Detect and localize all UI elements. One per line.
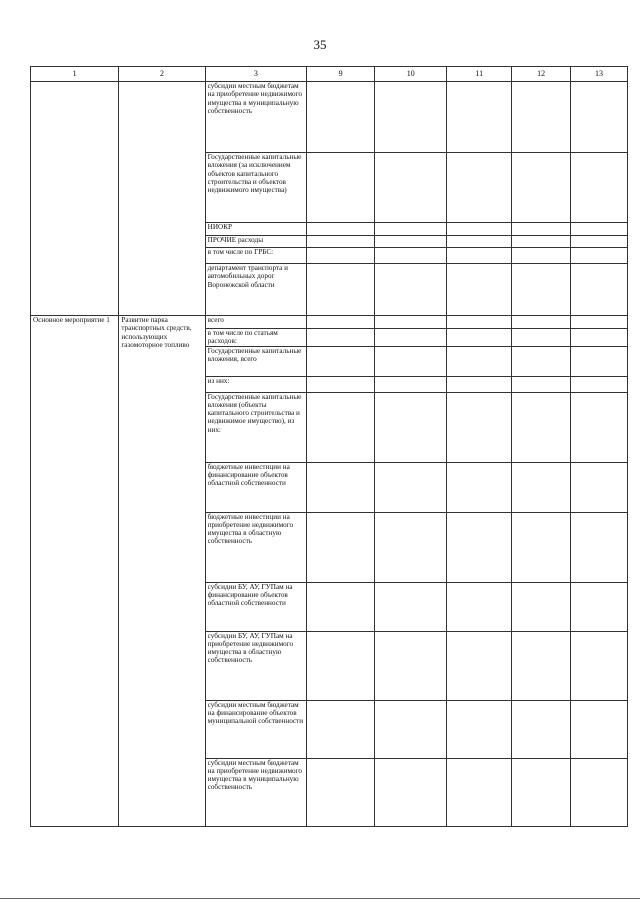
value-cell — [512, 631, 571, 700]
value-cell — [307, 700, 375, 758]
value-cell — [307, 376, 375, 392]
expense-label: всего — [205, 316, 307, 329]
value-cell — [512, 462, 571, 512]
expense-label: бюджетные инвестиции на приобретение недвижимого имущества в областную собственность — [205, 512, 307, 582]
value-cell — [571, 223, 628, 236]
value-cell — [307, 462, 375, 512]
value-cell — [375, 462, 447, 512]
value-cell — [571, 392, 628, 462]
value-cell — [512, 346, 571, 376]
value-cell — [375, 153, 447, 223]
value-cell — [512, 512, 571, 582]
value-cell — [447, 82, 512, 153]
column-header: 9 — [307, 67, 375, 82]
expense-label: Государственные капитальные вложения (объекты капитального строительства и недвижимое имущество), из них: — [205, 392, 307, 462]
table-row — [31, 82, 628, 153]
expense-label: Государственные капитальные вложения, всего — [205, 346, 307, 376]
value-cell — [571, 462, 628, 512]
column-header: 13 — [571, 67, 628, 82]
value-cell — [447, 346, 512, 376]
value-cell — [307, 248, 375, 264]
value-cell — [307, 223, 375, 236]
value-cell — [375, 700, 447, 758]
value-cell — [307, 631, 375, 700]
value-cell — [375, 392, 447, 462]
table-row — [31, 316, 628, 329]
expense-label: субсидии БУ, АУ, ГУПам на финансирование объектов областной собственности — [205, 582, 307, 631]
value-cell — [571, 153, 628, 223]
program-title-cell — [119, 82, 205, 316]
page-bottom-border — [0, 898, 640, 899]
value-cell — [447, 329, 512, 347]
value-cell — [571, 316, 628, 329]
value-cell — [447, 631, 512, 700]
value-cell — [375, 346, 447, 376]
value-cell — [447, 376, 512, 392]
value-cell — [512, 223, 571, 236]
value-cell — [375, 376, 447, 392]
value-cell — [307, 346, 375, 376]
value-cell — [307, 316, 375, 329]
expense-label: субсидии местным бюджетам на приобретение недвижимого имущества в муниципальную собственность — [205, 758, 307, 826]
value-cell — [512, 153, 571, 223]
expense-label: субсидии БУ, АУ, ГУПам на приобретение недвижимого имущества в областную собственность — [205, 631, 307, 700]
page-number: 35 — [313, 37, 327, 52]
value-cell — [375, 316, 447, 329]
value-cell — [571, 248, 628, 264]
value-cell — [512, 700, 571, 758]
value-cell — [375, 758, 447, 826]
value-cell — [307, 236, 375, 248]
value-cell — [571, 82, 628, 153]
value-cell — [512, 392, 571, 462]
value-cell — [512, 82, 571, 153]
value-cell — [571, 264, 628, 316]
value-cell — [447, 512, 512, 582]
value-cell — [512, 758, 571, 826]
value-cell — [447, 236, 512, 248]
value-cell — [571, 236, 628, 248]
value-cell — [447, 462, 512, 512]
expense-label: в том числе по ГРБС: — [205, 248, 307, 264]
column-header: 1 — [31, 67, 119, 82]
value-cell — [307, 582, 375, 631]
expense-label: ПРОЧИЕ расходы — [205, 236, 307, 248]
measure-cell: Основное мероприятие 1 — [31, 316, 119, 827]
value-cell — [307, 153, 375, 223]
value-cell — [512, 376, 571, 392]
value-cell — [375, 264, 447, 316]
column-header: 3 — [205, 67, 307, 82]
value-cell — [307, 82, 375, 153]
value-cell — [375, 329, 447, 347]
value-cell — [447, 248, 512, 264]
value-cell — [512, 264, 571, 316]
expense-label: департамент транспорта и автомобильных дорог Воронежской области — [205, 264, 307, 316]
value-cell — [375, 582, 447, 631]
value-cell — [571, 700, 628, 758]
value-cell — [571, 376, 628, 392]
value-cell — [375, 248, 447, 264]
measure-cell — [31, 82, 119, 316]
value-cell — [512, 316, 571, 329]
value-cell — [307, 512, 375, 582]
value-cell — [307, 392, 375, 462]
expense-label: Государственные капитальные вложения (за исключением объектов капитального строительства и объектов недвижимого имущества) — [205, 153, 307, 223]
value-cell — [571, 329, 628, 347]
table-header-row — [31, 67, 628, 82]
value-cell — [571, 582, 628, 631]
value-cell — [375, 82, 447, 153]
column-header: 2 — [119, 67, 205, 82]
value-cell — [307, 758, 375, 826]
value-cell — [447, 264, 512, 316]
value-cell — [571, 758, 628, 826]
value-cell — [447, 758, 512, 826]
value-cell — [375, 512, 447, 582]
column-header: 10 — [375, 67, 447, 82]
expense-label: из них: — [205, 376, 307, 392]
expense-label: в том числе по статьям расходов: — [205, 329, 307, 347]
value-cell — [512, 236, 571, 248]
value-cell — [375, 236, 447, 248]
value-cell — [375, 223, 447, 236]
value-cell — [307, 329, 375, 347]
value-cell — [512, 582, 571, 631]
expense-label: субсидии местным бюджетам на приобретение недвижимого имущества в муниципальную собственность — [205, 82, 307, 153]
value-cell — [512, 329, 571, 347]
program-title-cell: Развитие парка транспортных средств, использующих газомоторное топливо — [119, 316, 205, 827]
budget-table — [30, 66, 628, 827]
value-cell — [571, 346, 628, 376]
value-cell — [512, 248, 571, 264]
value-cell — [447, 316, 512, 329]
value-cell — [447, 223, 512, 236]
value-cell — [447, 392, 512, 462]
column-header: 12 — [512, 67, 571, 82]
expense-label: субсидии местным бюджетам на финансирование объектов муниципальной собственности — [205, 700, 307, 758]
expense-label: бюджетные инвестиции на финансирование объектов областной собственности — [205, 462, 307, 512]
value-cell — [307, 264, 375, 316]
value-cell — [571, 512, 628, 582]
value-cell — [571, 631, 628, 700]
column-header: 11 — [447, 67, 512, 82]
value-cell — [447, 700, 512, 758]
value-cell — [447, 153, 512, 223]
value-cell — [375, 631, 447, 700]
value-cell — [447, 582, 512, 631]
expense-label: НИОКР — [205, 223, 307, 236]
